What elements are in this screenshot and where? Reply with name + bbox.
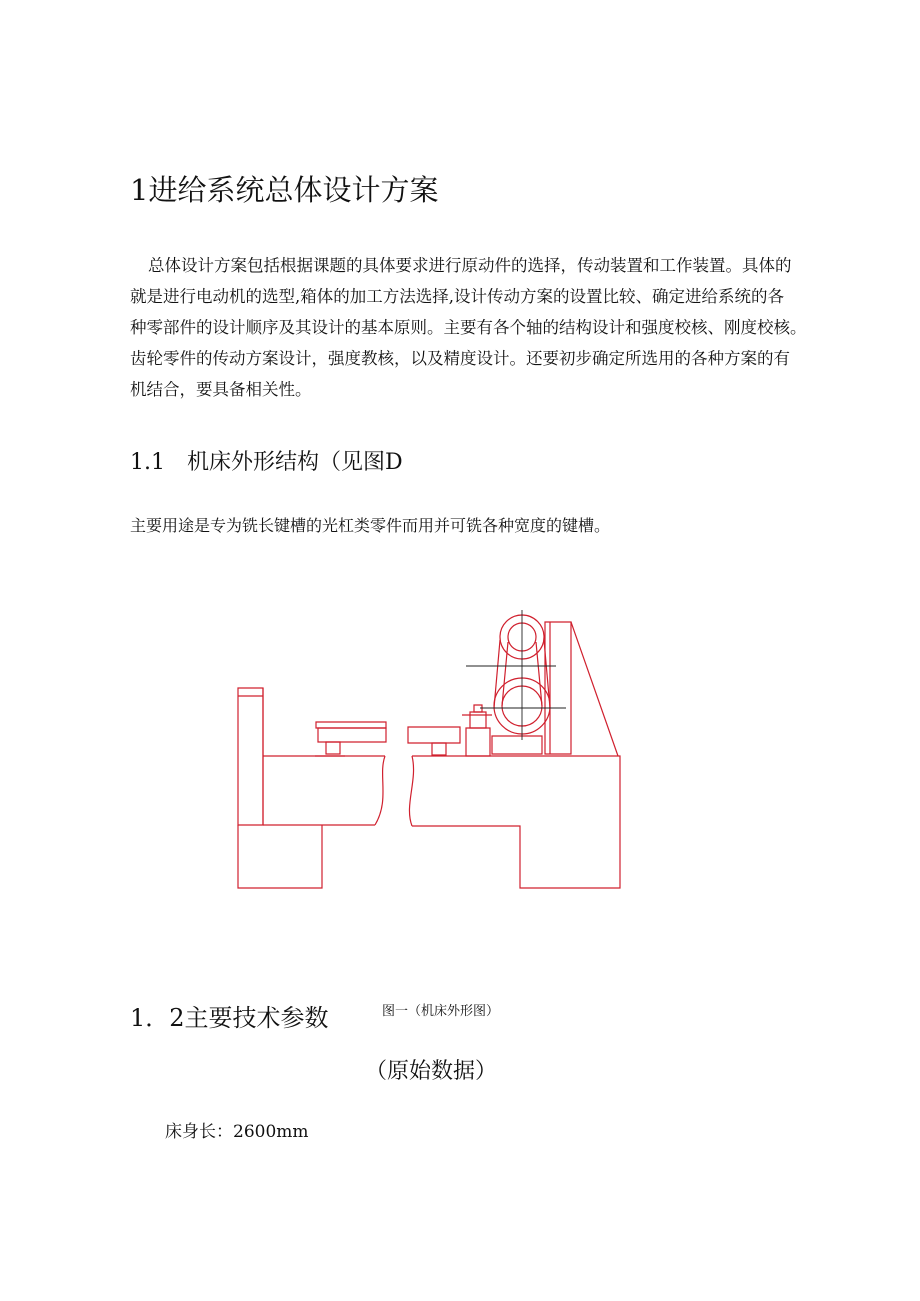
right-table (408, 727, 460, 743)
paragraph-line: 总体设计方案包括根据课题的具体要求进行原动件的选择，传动装置和工作装置。具体的 (148, 256, 792, 275)
figure-caption: 图一（机床外形图） (382, 1004, 500, 1019)
column-brace (571, 622, 618, 756)
paragraph-line: 种零部件的设计顺序及其设计的基本原则。主要有各个轴的结构设计和强度校核、刚度校核。 (130, 318, 807, 337)
param-bed-length: 床身长：2600mm (165, 1122, 309, 1142)
paragraph-line: 就是进行电动机的选型,箱体的加工方法选择,设计传动方案的设置比较、确定进给系统的各 (130, 287, 784, 306)
section-heading-1-2: 1．2主要技术参数 (130, 1004, 329, 1032)
section-title: 机床外形结构（见图D (187, 450, 403, 475)
left-column (238, 688, 263, 825)
paragraph-line: 机结合，要具备相关性。 (130, 380, 312, 399)
spindle-block (466, 728, 490, 756)
spindle-cap (474, 705, 482, 712)
right-clamp (432, 743, 446, 755)
section-number: 1.1 (130, 450, 165, 475)
usage-text: 主要用途是专为铣长键槽的光杠类零件而用并可铣各种宽度的键槽。 (130, 516, 611, 535)
right-bed (412, 756, 620, 888)
paragraph-line: 齿轮零件的传动方案设计，强度教核，以及精度设计。还要初步确定所选用的各种方案的有 (130, 349, 790, 368)
machine-outline-figure (230, 600, 630, 900)
left-base-foot (238, 825, 322, 888)
overview-paragraph (130, 250, 820, 405)
column (545, 622, 571, 754)
section-heading-1: 1进给系统总体设计方案 (130, 173, 439, 207)
left-bed-break (375, 756, 385, 825)
figure-red-lines (238, 615, 620, 888)
section-subtitle: （原始数据） (365, 1059, 498, 1084)
left-clamp (326, 742, 340, 754)
figure-axes (466, 610, 566, 740)
left-table-top (316, 722, 386, 728)
right-bed-break (409, 756, 413, 826)
slide (492, 736, 542, 754)
left-table (318, 728, 386, 742)
section-heading-1-1 (130, 445, 403, 476)
belt-left (494, 640, 500, 708)
